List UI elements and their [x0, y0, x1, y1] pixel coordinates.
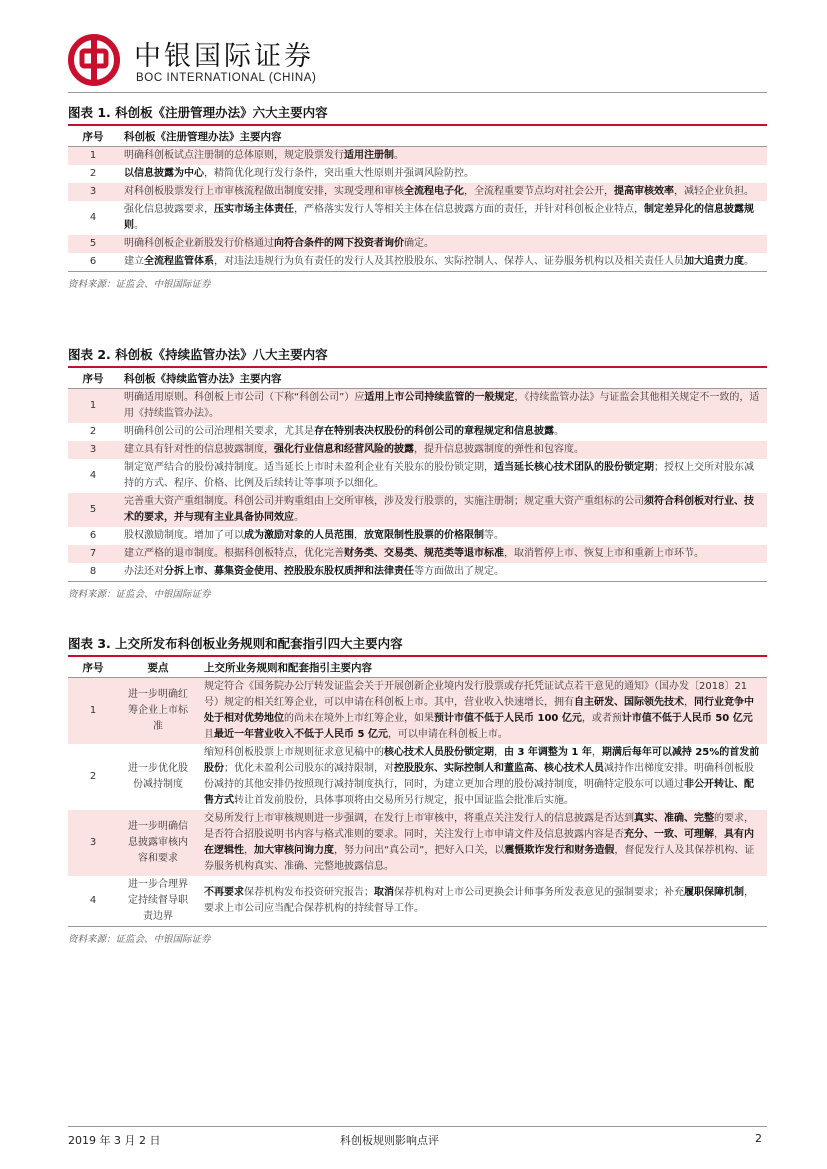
- bold-emphasis: 核心技术人员股份锁定期: [384, 747, 494, 758]
- table3-row-number: 2: [68, 744, 118, 810]
- bold-emphasis: 存在特别表决权股份的科创公司的章程规定和信息披露: [314, 426, 554, 437]
- bold-emphasis: 放宽限制性股票的价格限制: [364, 530, 484, 541]
- table2-row-number: 1: [68, 389, 118, 424]
- table3-row: [68, 744, 767, 810]
- table3-row: [68, 678, 767, 745]
- table2-row-content: 完善重大资产重组制度。科创公司并购重组由上交所审核，涉及发行股票的，实施注册制；规定重大资产重组标的公司须符合科创板对行业、技术的要求，并与现有主业具备协同效应。: [118, 493, 767, 527]
- table3-row: [68, 810, 767, 876]
- table1-row-content: 以信息披露为中心，精简优化现行发行条件，突出重大性原则并强调风险防控。: [118, 165, 767, 183]
- table1-section: [68, 102, 767, 292]
- bold-emphasis: 履职保障机制: [684, 887, 744, 898]
- bold-emphasis: 全流程电子化: [404, 186, 464, 197]
- bold-emphasis: 具有内在逻辑性: [204, 829, 754, 856]
- bold-emphasis: 向符合条件的网下投资者询价: [274, 238, 404, 249]
- table2-row-content: 建立具有针对性的信息披露制度，强化行业信息和经营风险的披露，提升信息披露制度的弹性和包容度。: [118, 441, 767, 459]
- bold-emphasis: 适用注册制: [344, 150, 394, 161]
- table3-row-point: 进一步明确红筹企业上市标准: [118, 678, 198, 745]
- bold-emphasis: 须符合科创板对行业、技术的要求，并与现有主业具备协同效应: [124, 496, 754, 523]
- table2-row: [68, 563, 767, 581]
- table2-source: 资料来源：证监会、中银国际证券: [68, 581, 767, 602]
- table1-col-content: 科创板《注册管理办法》主要内容: [118, 126, 767, 147]
- table1-row: [68, 253, 767, 271]
- footer-doc-title: 科创板规则影响点评: [340, 1134, 439, 1147]
- table3-section: [68, 633, 767, 947]
- table2-row-number: 7: [68, 545, 118, 563]
- table1-row-content: 对科创板股票发行上市审核流程做出制度安排，实现受理和审核全流程电子化，全流程重要节点均对社会公开，提高审核效率，减轻企业负担。: [118, 183, 767, 201]
- table1-row-number: 3: [68, 183, 118, 201]
- table3-source: 资料来源：证监会、中银国际证券: [68, 926, 767, 947]
- header-divider: [68, 92, 767, 93]
- footer-date: 2019 年 3 月 2 日: [68, 1134, 161, 1147]
- table1-row: [68, 235, 767, 253]
- table1-row: [68, 165, 767, 183]
- table1-title: 图表 1. 科创板《注册管理办法》六大主要内容: [68, 102, 767, 126]
- table3-col-content: 上交所业务规则和配套指引主要内容: [198, 657, 767, 678]
- table1-row-number: 2: [68, 165, 118, 183]
- bold-emphasis: 适当延长核心技术团队的股份锁定期: [494, 462, 654, 473]
- table2-row-number: 2: [68, 423, 118, 441]
- bold-emphasis: 全流程监管体系: [144, 256, 214, 267]
- bold-emphasis: 计市值不低于人民币 50 亿元: [621, 713, 753, 724]
- table3-row-content: 交易所发行上市审核规则进一步强调，在发行上市审核中，将重点关注发行人的信息披露是否达到真实、准确、完整的要求，是否符合招股说明书内容与格式准则的要求。同时，关注发行上市申请文件及信息披露内容是否充分、一致、可理解，具有内在逻辑性，加大审核问询力度，努力问出“真公司”，把好入口关，以震慑欺诈发行和财务造假，督促发行人及其保荐机构、证券服务机构真实、准确、完整地披露信息。: [198, 810, 767, 876]
- table3-row-content: 缩短科创板股票上市规则征求意见稿中的核心技术人员股份锁定期，由 3 年调整为 1 年，期满后每年可以减持 25%的首发前股份；优化未盈利公司股东的减持限制，对控股股东、实际控制人和董监高、核心技术人员减持作出梯度安排。明确科创板股份减持的其他安排仍按照现行减持制度执行，同时，为建立更加合理的股份减持制度，明确特定股东可以通过非公开转让、配售方式转让首发前股份，具体事项将由交易所另行规定，报中国证监会批准后实施。: [198, 744, 767, 810]
- bold-emphasis: 期满后每年可以减持 25%的首发前股份: [204, 747, 760, 774]
- table1-row-number: 5: [68, 235, 118, 253]
- table1-row-number: 4: [68, 201, 118, 235]
- table1-row: [68, 183, 767, 201]
- footer-page-number: 2: [755, 1132, 762, 1145]
- table2-row: [68, 423, 767, 441]
- table1-row-content: 强化信息披露要求，压实市场主体责任，严格落实发行人等相关主体在信息披露方面的责任，并针对科创板企业特点，制定差异化的信息披露规则。: [118, 201, 767, 235]
- bold-emphasis: 最近一年营业收入不低于人民币 5 亿元: [214, 729, 388, 740]
- bold-emphasis: 加大审核问询力度: [254, 845, 334, 856]
- table1-row-content: 明确科创板试点注册制的总体原则，规定股票发行适用注册制。: [118, 147, 767, 166]
- bold-emphasis: 成为激励对象的人员范围: [244, 530, 354, 541]
- table2-row: [68, 389, 767, 424]
- bold-emphasis: 财务类、交易类、规范类等退市标准: [344, 548, 504, 559]
- table2-row-content: 明确科创公司的公司治理相关要求，尤其是存在特别表决权股份的科创公司的章程规定和信息披露。: [118, 423, 767, 441]
- table1-row-content: 建立全流程监管体系，对违法违规行为负有责任的发行人及其控股股东、实际控制人、保荐人、证券服务机构以及相关责任人员加大追责力度。: [118, 253, 767, 271]
- bold-emphasis: 加大追责力度: [684, 256, 744, 267]
- table1-row-number: 1: [68, 147, 118, 166]
- bold-emphasis: 预计市值不低于人民币 100 亿元: [434, 713, 582, 724]
- table2-row-content: 股权激励制度。增加了可以成为激励对象的人员范围，放宽限制性股票的价格限制等。: [118, 527, 767, 545]
- table3-row-content: 规定符合《国务院办公厅转发证监会关于开展创新企业境内发行股票或存托凭证试点若干意见的通知》（国办发〔2018〕21 号）规定的相关红筹企业，可以申请在科创板上市。其中，营业收入快速增长，拥有自主研发、国际领先技术，同行业竞争中处于相对优势地位的尚未在境外上市红筹企业，如果预计市值不低于人民币 100 亿元，或者预计市值不低于人民币 50 亿元且最近一年营业收入不低于人民币 5 亿元，可以申请在科创板上市。: [198, 678, 767, 745]
- table3-row-number: 1: [68, 678, 118, 745]
- table3-row-point: 进一步明确信息披露审核内容和要求: [118, 810, 198, 876]
- table3: [68, 657, 767, 926]
- table3-row-point: 进一步优化股份减持制度: [118, 744, 198, 810]
- bold-emphasis: 适用上市公司持续监管的一般规定: [364, 392, 515, 403]
- table3-row-number: 3: [68, 810, 118, 876]
- table2-row-content: 明确适用原则。科创板上市公司（下称“科创公司”）应适用上市公司持续监管的一般规定，《持续监管办法》与证监会其他相关规定不一致的，适用《持续监管办法》。: [118, 389, 767, 424]
- table2-row-number: 3: [68, 441, 118, 459]
- footer-divider: [68, 1126, 767, 1127]
- bold-emphasis: 同行业竞争中处于相对优势地位: [204, 697, 754, 724]
- table2-row: [68, 459, 767, 493]
- table2-row-number: 5: [68, 493, 118, 527]
- bold-emphasis: 震慑欺诈发行和财务造假: [504, 845, 615, 856]
- table1-source: 资料来源：证监会、中银国际证券: [68, 271, 767, 292]
- bold-emphasis: 非公开转让、配售方式: [204, 779, 754, 806]
- table2-row-number: 6: [68, 527, 118, 545]
- bold-emphasis: 真实、准确、完整: [634, 813, 714, 824]
- table3-title: 图表 3. 上交所发布科创板业务规则和配套指引四大主要内容: [68, 633, 767, 657]
- brand-name-en: BOC INTERNATIONAL (CHINA): [136, 72, 317, 84]
- table1: [68, 126, 767, 271]
- table3-row: [68, 876, 767, 926]
- table2-col-content: 科创板《持续监管办法》主要内容: [118, 368, 767, 389]
- bold-emphasis: 充分、一致、可理解: [624, 829, 714, 840]
- table2-row: [68, 441, 767, 459]
- table3-row-point: 进一步合理界定持续督导职责边界: [118, 876, 198, 926]
- table1-row-number: 6: [68, 253, 118, 271]
- bold-emphasis: 不再要求: [204, 887, 244, 898]
- brand-name-cn: 中银国际证券: [134, 41, 314, 72]
- bold-emphasis: 由 3 年调整为 1 年: [504, 747, 592, 758]
- table2: [68, 368, 767, 581]
- table3-col-point: 要点: [118, 657, 198, 678]
- bold-emphasis: 提高审核效率: [614, 186, 674, 197]
- boc-logo-icon: [68, 34, 120, 86]
- table1-row-content: 明确科创板企业新股发行价格通过向符合条件的网下投资者询价确定。: [118, 235, 767, 253]
- table2-row-number: 4: [68, 459, 118, 493]
- table3-col-num: 序号: [68, 657, 118, 678]
- table2-row-content: 建立严格的退市制度。根据科创板特点，优化完善财务类、交易类、规范类等退市标准，取消暂停上市、恢复上市和重新上市环节。: [118, 545, 767, 563]
- bold-emphasis: 制定差异化的信息披露规则: [124, 204, 754, 231]
- table1-row: [68, 201, 767, 235]
- table3-row-number: 4: [68, 876, 118, 926]
- bold-emphasis: 分拆上市、募集资金使用、控股股东股权质押和法律责任: [164, 566, 414, 577]
- bold-emphasis: 以信息披露为中心: [124, 168, 204, 179]
- bold-emphasis: 强化行业信息和经营风险的披露: [274, 444, 414, 455]
- table2-row: [68, 527, 767, 545]
- bold-emphasis: 自主研发、国际领先技术: [574, 697, 684, 708]
- table2-title: 图表 2. 科创板《持续监管办法》八大主要内容: [68, 344, 767, 368]
- table2-col-num: 序号: [68, 368, 118, 389]
- table2-row: [68, 493, 767, 527]
- table2-row-content: 制定宽严结合的股份减持制度。适当延长上市时未盈利企业有关股东的股份锁定期，适当延长核心技术团队的股份锁定期；授权上交所对股东减持的方式、程序、价格、比例及后续转让等事项予以细化。: [118, 459, 767, 493]
- table1-row: [68, 147, 767, 166]
- page-header: [68, 32, 768, 94]
- table2-row: [68, 545, 767, 563]
- table3-row-content: 不再要求保荐机构发布投资研究报告；取消保荐机构对上市公司更换会计师事务所发表意见的强制要求；补充履职保障机制，要求上市公司应当配合保荐机构的持续督导工作。: [198, 876, 767, 926]
- table2-row-number: 8: [68, 563, 118, 581]
- table2-section: [68, 344, 767, 602]
- bold-emphasis: 取消: [374, 887, 394, 898]
- bold-emphasis: 压实市场主体责任: [214, 204, 294, 215]
- table2-row-content: 办法还对分拆上市、募集资金使用、控股股东股权质押和法律责任等方面做出了规定。: [118, 563, 767, 581]
- table1-col-num: 序号: [68, 126, 118, 147]
- bold-emphasis: 控股股东、实际控制人和董监高、核心技术人员: [394, 763, 604, 774]
